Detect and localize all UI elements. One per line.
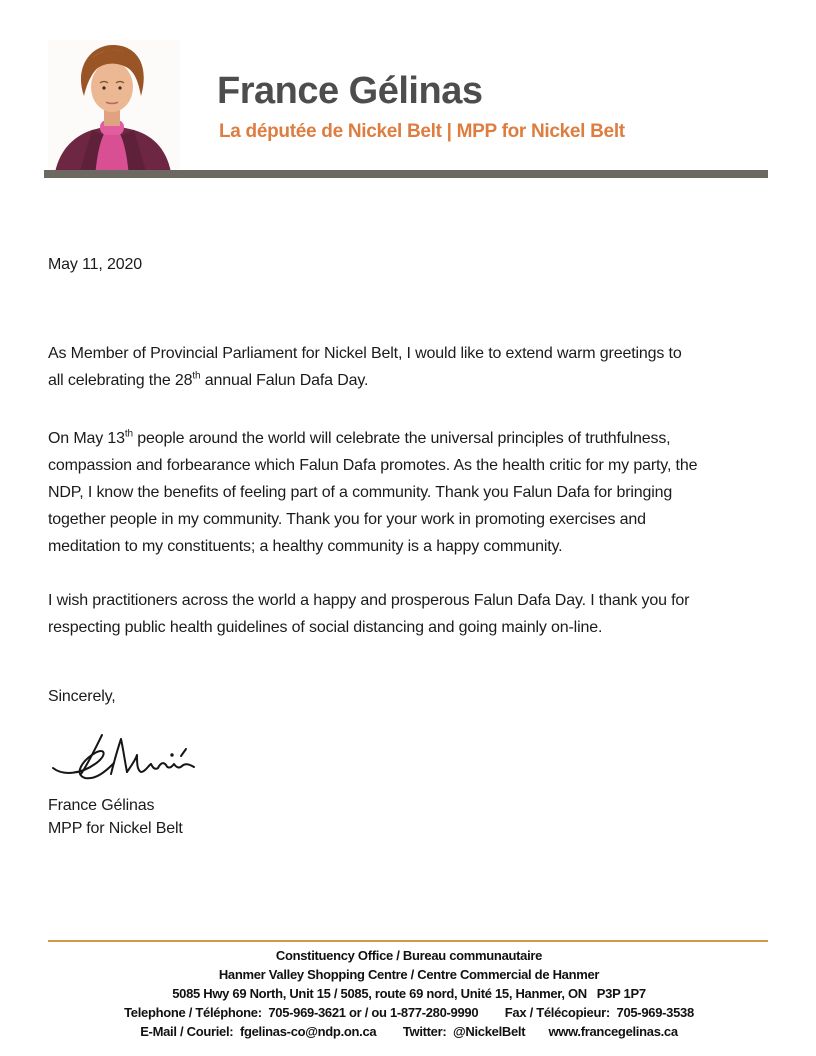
paragraph-line: together people in my community. Thank you for your work in promoting exercises and xyxy=(48,511,646,528)
paragraph-line: NDP, I know the benefits of feeling part of a community. Thank you Falun Dafa for bringing xyxy=(48,484,673,501)
paragraph-line: compassion and forbearance which Falun Dafa promotes. As the health critic for my party, the xyxy=(48,457,698,474)
footer-rule xyxy=(48,940,768,942)
footer-location-line: Hanmer Valley Shopping Centre / Centre Commercial de Hanmer xyxy=(218,967,600,982)
header-rule xyxy=(44,170,768,178)
paragraph-line xyxy=(48,430,670,447)
mpp-name-heading: France Gélinas xyxy=(217,70,483,112)
footer-email-web-line: E-Mail / Couriel: fgelinas-co@ndp.on.ca Twitter: @NickelBelt www.francegelinas.ca xyxy=(140,1024,678,1039)
portrait-illustration xyxy=(48,40,180,178)
paragraph-line xyxy=(48,372,368,389)
paragraph-line: I wish practitioners across the world a happy and prosperous Falun Dafa Day. I thank you for xyxy=(48,592,690,609)
footer-phone-fax-line: Telephone / Téléphone: 705-969-3621 or / ou 1-877-280-9990 Fax / Télécopieur: 705-969-3538 xyxy=(124,1005,694,1020)
footer-contact-block xyxy=(48,946,770,1041)
paragraph-text: annual Falun Dafa Day. xyxy=(200,372,369,389)
closing-salutation: Sincerely, xyxy=(48,688,116,705)
paragraph-text: On May 13 xyxy=(48,430,125,447)
paragraph-line: meditation to my constituents; a healthy community is a happy community. xyxy=(48,538,563,555)
signature-block xyxy=(48,794,183,840)
signature-title: MPP for Nickel Belt xyxy=(48,820,183,837)
date-line: May 11, 2020 xyxy=(48,256,142,273)
superscript-ordinal: th xyxy=(192,370,201,382)
portrait-photo xyxy=(48,40,180,178)
paragraph-line: As Member of Provincial Parliament for Nickel Belt, I would like to extend warm greetings to xyxy=(48,345,682,362)
paragraph-line: respecting public health guidelines of social distancing and going mainly on-line. xyxy=(48,619,603,636)
body-paragraph xyxy=(48,587,770,641)
mpp-tagline: La députée de Nickel Belt | MPP for Nickel Belt xyxy=(219,121,625,142)
signature-name: France Gélinas xyxy=(48,797,155,814)
signature-image xyxy=(45,714,203,798)
superscript-ordinal: th xyxy=(124,428,133,440)
handwritten-signature xyxy=(45,714,203,798)
paragraph-text: all celebrating the 28 xyxy=(48,372,193,389)
footer-address-line: 5085 Hwy 69 North, Unit 15 / 5085, route 69 nord, Unité 15, Hanmer, ON P3P 1P7 xyxy=(172,986,646,1001)
body-paragraph xyxy=(48,425,770,560)
footer-office-line: Constituency Office / Bureau communautaire xyxy=(275,948,543,963)
paragraph-text: people around the world will celebrate the universal principles of truthfulness, xyxy=(132,430,671,447)
greeting-paragraph xyxy=(48,340,770,394)
